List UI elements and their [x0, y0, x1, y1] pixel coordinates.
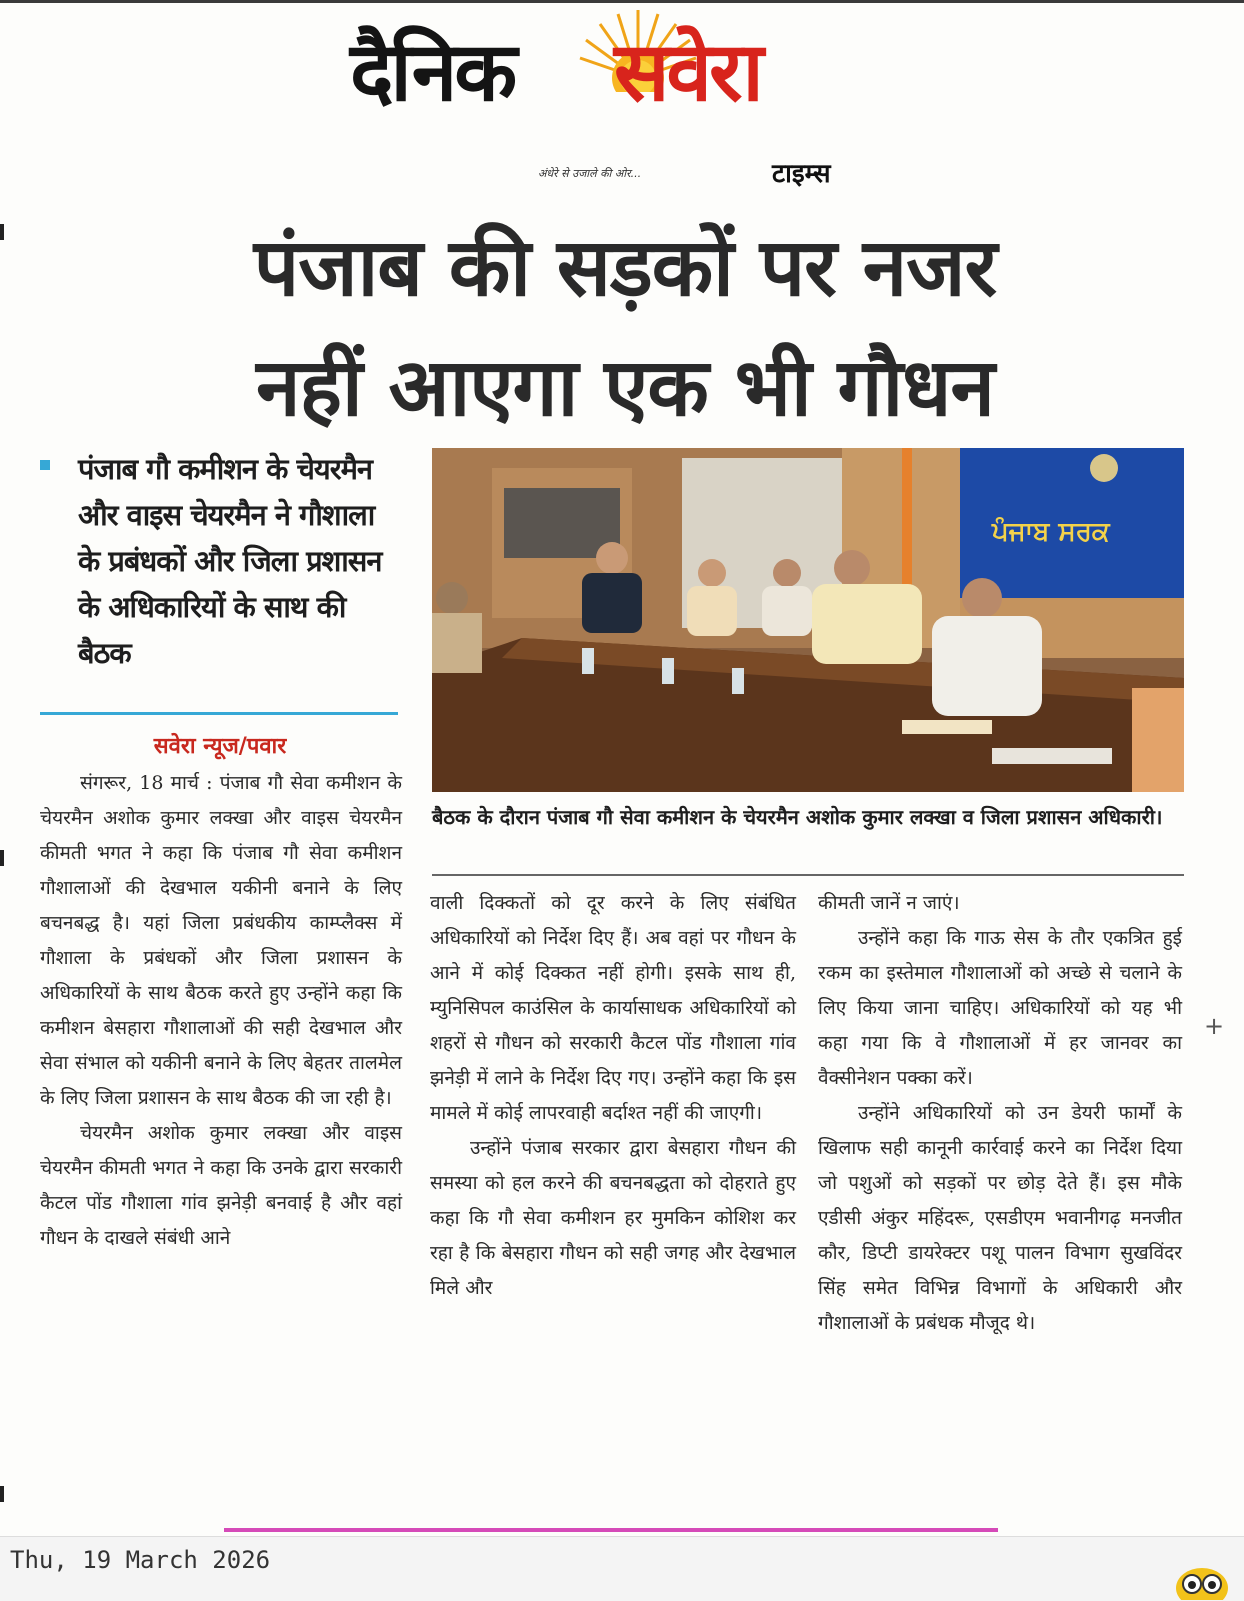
- margin-mark: [0, 1486, 4, 1502]
- highlight-text: पंजाब गौ कमीशन के चेयरमैन और वाइस चेयरमैन ने गौशाला के प्रबंधकों और जिला प्रशासन के अधिकारियों के साथ की बैठक: [78, 452, 382, 670]
- photo-caption: बैठक के दौरान पंजाब गौ सेवा कमीशन के चेयरमैन अशोक कुमार लक्खा व जिला प्रशासन अधिकारी।: [432, 805, 1163, 829]
- footer-date: Thu, 19 March 2026: [10, 1546, 271, 1574]
- photo-sign-text: ਪੰਜਾਬ ਸਰਕ: [992, 517, 1110, 547]
- crop-mark-icon: +: [1204, 1012, 1225, 1040]
- bottom-divider: [224, 1528, 998, 1532]
- article-column-2: [430, 886, 796, 1306]
- headline-line-1: पंजाब की सड़कों पर नजर: [253, 221, 997, 314]
- newspaper-masthead: [340, 8, 900, 188]
- article-byline: सवेरा न्यूज/पवार: [153, 733, 287, 759]
- paragraph: उन्होंने कहा कि गाऊ सेस के तौर एकत्रित हुई रकम का इस्तेमाल गौशालाओं को अच्छे से चलाने के लिए किया जाना चाहिए। अधिकारियों को यह भी कहा गया कि वे गौशालाओं में हर जानवर का वैक्सीनेशन पक्का करें।: [818, 927, 1182, 1089]
- article-column-3: [818, 886, 1182, 1341]
- margin-mark: [0, 850, 4, 866]
- meeting-photo: [432, 448, 1184, 792]
- masthead-title-red: सवेरा: [614, 25, 761, 120]
- article-highlight: [40, 446, 400, 676]
- owl-mascot-icon: [1172, 1560, 1232, 1600]
- article-headline: [30, 208, 1220, 448]
- masthead-subtitle: टाइम्स: [772, 159, 831, 189]
- caption-divider: [432, 874, 1184, 876]
- masthead-tagline: अंधेरे से उजाले की ओर...: [538, 167, 642, 180]
- paragraph: उन्होंने अधिकारियों को उन डेयरी फार्मों के खिलाफ सही कानूनी कार्रवाई करने का निर्देश दिया जो पशुओं को सड़कों पर छोड़ देते हैं। इस मौके एडीसी अंकुर महिंदरू, एसडीएम भवानीगढ़ मनजीत कौर, डिप्टी डायरेक्टर पशू पालन विभाग सुखविंदर सिंह समेत विभिन्न विभागों के अधिकारी और गौशालाओं के प्रबंधक मौजूद थे।: [818, 1102, 1182, 1334]
- margin-mark: [0, 224, 4, 240]
- square-bullet-icon: [40, 460, 50, 470]
- paragraph: संगरूर, 18 मार्च : पंजाब गौ सेवा कमीशन के चेयरमैन अशोक कुमार लक्खा और वाइस चेयरमैन कीमती भगत ने कहा कि पंजाब गौ सेवा कमीशन गौशालाओं की देखभाल यकीनी बनाने के लिए बचनबद्ध है। यहां जिला प्रबंधकीय काम्प्लैक्स में गौशाला के प्रबंधकों और जिला प्रशासन के अधिकारियों के साथ बैठक करते हुए उन्होंने कहा कि कमीशन बेसहारा गौशालाओं की सही देखभाल और सेवा संभाल को यकीनी बनाने के लिए बेहतर तालमेल के लिए जिला प्रशासन के साथ बैठक की जा रही है।: [40, 772, 402, 1109]
- paragraph: कीमती जानें न जाएं।: [818, 892, 960, 914]
- paragraph: चेयरमैन अशोक कुमार लक्खा और वाइस चेयरमैन कीमती भगत ने कहा कि उनके द्वारा सरकारी कैटल पोंड गौशाला गांव झनेड़ी बनवाई है और वहां गौधन के दाखले संबंधी आने: [40, 1122, 402, 1249]
- article-column-1: [40, 766, 402, 1256]
- headline-line-2: नहीं आएगा एक भी गौधन: [256, 341, 994, 434]
- paragraph: वाली दिक्कतों को दूर करने के लिए संबंधित अधिकारियों को निर्देश दिए हैं। अब वहां पर गौधन के आने में कोई दिक्कत नहीं होगी। इसके साथ ही, म्युनिसिपल काउंसिल के कार्यासाधक अधिकारियों को शहरों से गौधन को सरकारी कैटल पोंड गौशाला गांव झनेड़ी में लाने के निर्देश दिए गए। उन्होंने कहा कि इस मामले में कोई लापरवाही बर्दाश्त नहीं की जाएगी।: [430, 892, 796, 1124]
- masthead-title-black: दैनिक: [350, 25, 515, 120]
- paragraph: उन्होंने पंजाब सरकार द्वारा बेसहारा गौधन की समस्या को हल करने की बचनबद्धता को दोहराते हुए कहा कि गौ सेवा कमीशन हर मुमकिन कोशिश कर रहा है कि बेसहारा गौधन को सही जगह और देखभाल मिले और: [430, 1137, 796, 1299]
- meeting-photo-illustration: [432, 448, 1184, 792]
- page-top-edge: [0, 0, 1244, 3]
- highlight-divider: [40, 712, 398, 715]
